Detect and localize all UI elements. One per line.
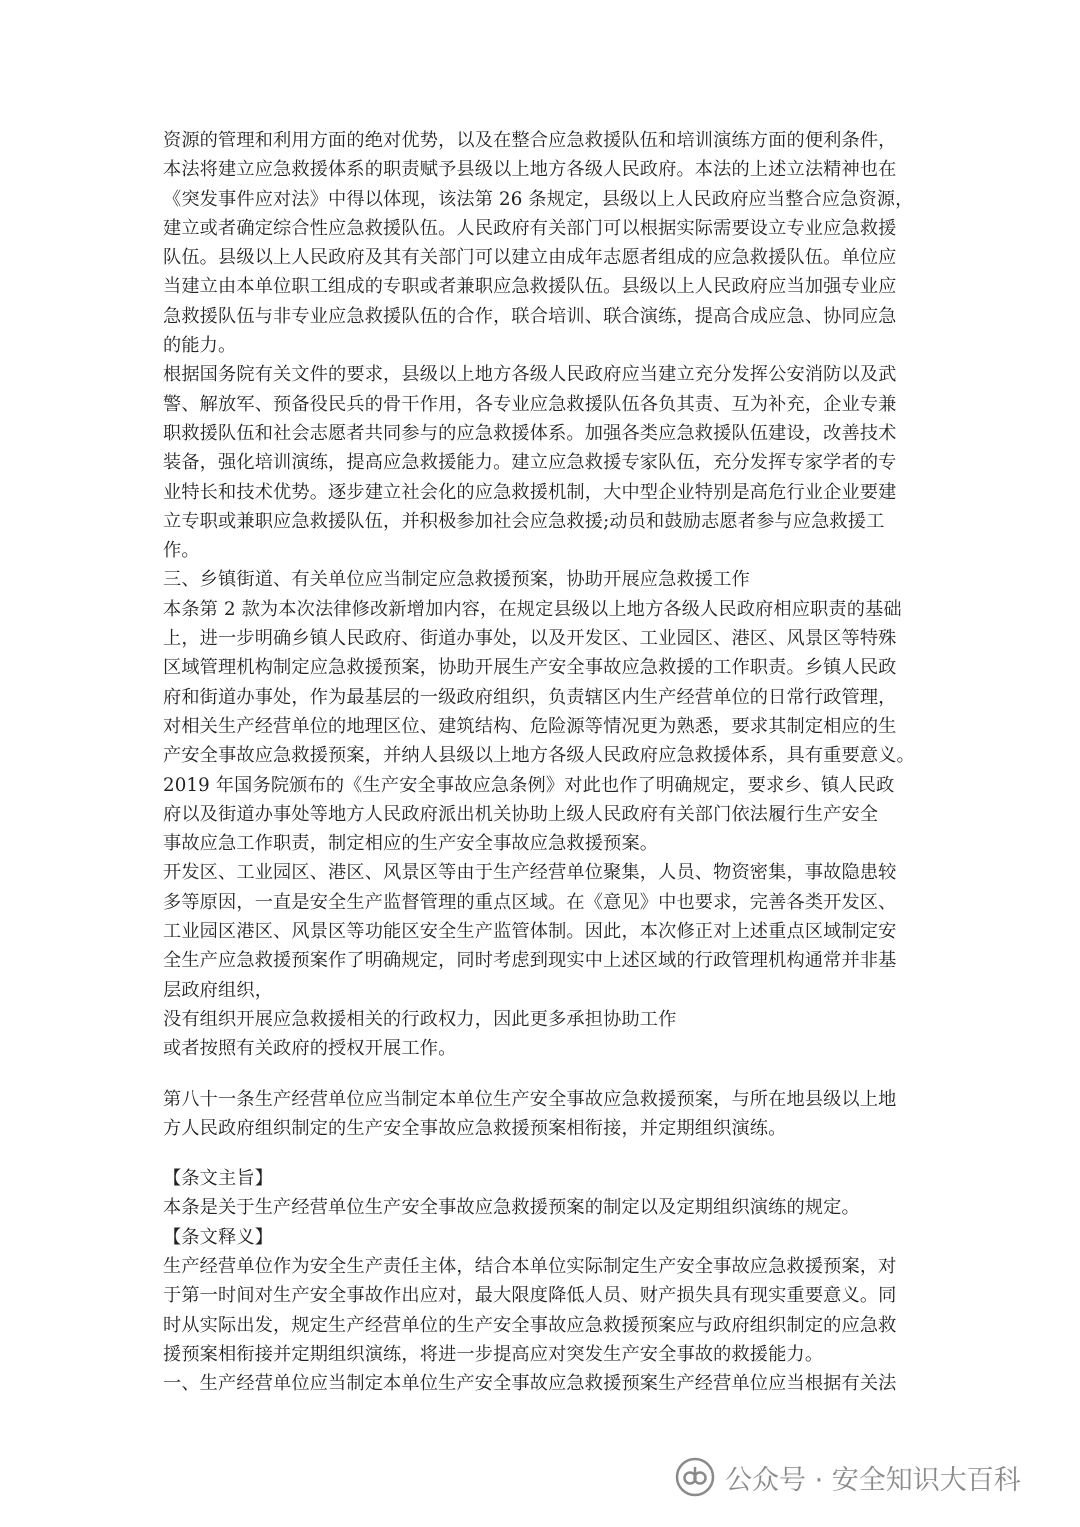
text-line: 职救援队伍和社会志愿者共同参与的应急救援体系。加强各类应急救援队伍建设，改善技术 <box>163 422 897 444</box>
text-line: 队伍。县级以上人民政府及其有关部门可以建立由成年志愿者组成的应急救援队伍。单位应 <box>163 247 897 269</box>
text-line: 全生产应急救援预案作了明确规定，同时考虑到现实中上述区域的行政管理机构通常并非基 <box>163 950 897 972</box>
text-line: 上，进一步明确乡镇人民政府、街道办事处，以及开发区、工业园区、港区、风景区等特殊 <box>163 628 897 650</box>
text-line: 本条第 2 款为本次法律修改新增加内容，在规定县级以上地方各级人民政府相应职责的基础 <box>163 598 902 620</box>
text-line: 装备，强化培训演练，提高应急救援能力。建立应急救援专家队伍，充分发挥专家学者的专 <box>163 452 897 474</box>
article-purpose-text: 本条是关于生产经营单位生产安全事故应急救援预案的制定以及定期组织演练的规定。 <box>163 1197 860 1219</box>
paragraph-development-zones <box>163 858 923 1004</box>
text-line: 的能力。 <box>163 335 237 357</box>
section-heading-3: 三、乡镇街道、有关单位应当制定应急救援预案，协助开展应急救援工作 <box>163 569 750 591</box>
text-line: 时从实际出发，规定生产经营单位的生产安全事故应急救援预案应与政府组织制定的应急救 <box>163 1314 897 1336</box>
paragraph-resources <box>163 126 923 360</box>
text-line: 方人民政府组织制定的生产安全事故应急救援预案相衔接，并定期组织演练。 <box>163 1117 787 1139</box>
text-line: 没有组织开展应急救援相关的行政权力，因此更多承担协助工作 <box>163 1008 677 1030</box>
text-line: 区域管理机构制定应急救援预案，协助开展生产安全事故应急救援的工作职责。乡镇人民政 <box>163 657 897 679</box>
text-line: 事故应急工作职责，制定相应的生产安全事故应急救援预案。 <box>163 833 659 855</box>
watermark-text: 公众号 · 安全知识大百科 <box>725 1464 1021 1496</box>
text-line: 府以及街道办事处等地方人民政府派出机关协助上级人民政府有关部门依法履行生产安全 <box>163 803 879 825</box>
text-line: 对相关生产经营单位的地理区位、建筑结构、危险源等情况更为熟悉，要求其制定相应的生 <box>163 715 897 737</box>
paragraph-state-council <box>163 360 923 565</box>
text-line: 2019 年国务院颁布的《生产安全事故应急条例》对此也作了明确规定，要求乡、镇人民政 <box>163 774 895 796</box>
interpretation-text <box>163 1252 923 1398</box>
text-line: 业特长和技术优势。逐步建立社会化的应急救援机制，大中型企业特别是高危行业企业要建 <box>163 481 897 503</box>
wechat-official-account-icon <box>675 1457 715 1497</box>
paragraph-assist-work <box>163 1005 923 1064</box>
text-line: 当建立由本单位职工组成的专职或者兼职应急救援队伍。县级以上人民政府应当加强专业应 <box>163 276 897 298</box>
spacer <box>163 1143 923 1164</box>
text-line: 本法将建立应急救援体系的职责赋予县级以上地方各级人民政府。本法的上述立法精神也在 <box>163 159 897 181</box>
text-line: 建立或者确定综合性应急救援队伍。人民政府有关部门可以根据实际需要设立专业应急救援 <box>163 217 897 239</box>
text-line: 开发区、工业园区、港区、风景区等由于生产经营单位聚集，人员、物资密集，事故隐患较 <box>163 862 897 884</box>
text-line: 根据国务院有关文件的要求，县级以上地方各级人民政府应当建立充分发挥公安消防以及武 <box>163 364 897 386</box>
text-line: 一、生产经营单位应当制定本单位生产安全事故应急救援预案生产经营单位应当根据有关法 <box>163 1373 897 1395</box>
text-line: 府和街道办事处，作为最基层的一级政府组织，负责辖区内生产经营单位的日常行政管理， <box>163 686 897 708</box>
text-line: 立专职或兼职应急救援队伍，并积极参加社会应急救援;动员和鼓励志愿者参与应急救援工 <box>163 510 885 532</box>
text-line: 生产经营单位作为安全生产责任主体，结合本单位实际制定生产安全事故应急救援预案，对 <box>163 1255 897 1277</box>
text-line: 第八十一条生产经营单位应当制定本单位生产安全事故应急救援预案，与所在地县级以上地 <box>163 1088 897 1110</box>
text-line: 层政府组织， <box>163 979 274 1001</box>
text-line: 《突发事件应对法》中得以体现，该法第 26 条规定，县级以上人民政府应当整合应急资源， <box>163 188 914 210</box>
text-line: 多等原因，一直是安全生产监督管理的重点区域。在《意见》中也要求，完善各类开发区、 <box>163 891 897 913</box>
heading-article-interpretation: 【条文释义】 <box>163 1226 274 1248</box>
text-line: 警、解放军、预备役民兵的骨干作用，各专业应急救援队伍各负其责、互为补充，企业专兼 <box>163 393 897 415</box>
text-line: 作。 <box>163 540 200 562</box>
text-line: 于第一时间对生产安全事故作出应对，最大限度降低人员、财产损失具有现实重要意义。同 <box>163 1285 897 1307</box>
text-line: 资源的管理和利用方面的绝对优势，以及在整合应急救援队伍和培训演练方面的便利条件， <box>163 130 897 151</box>
heading-article-purpose: 【条文主旨】 <box>163 1168 274 1190</box>
text-line: 产安全事故应急救援预案，并纳人县级以上地方各级人民政府应急救援体系，具有重要意义。 <box>163 745 915 767</box>
text-line: 或者按照有关政府的授权开展工作。 <box>163 1038 457 1060</box>
paragraph-clause-2 <box>163 595 923 859</box>
watermark <box>675 1457 1021 1497</box>
text-line: 援预案相衔接并定期组织演练，将进一步提高应对突发生产安全事故的救援能力。 <box>163 1343 824 1365</box>
text-line: 工业园区港区、风景区等功能区安全生产监管体制。因此，本次修正对上述重点区域制定安 <box>163 921 897 943</box>
article-81 <box>163 1085 923 1144</box>
text-line: 急救援队伍与非专业应急救援队伍的合作，联合培训、联合演练，提高合成应急、协同应急 <box>163 305 897 327</box>
document-body <box>163 126 923 1398</box>
spacer <box>163 1064 923 1085</box>
